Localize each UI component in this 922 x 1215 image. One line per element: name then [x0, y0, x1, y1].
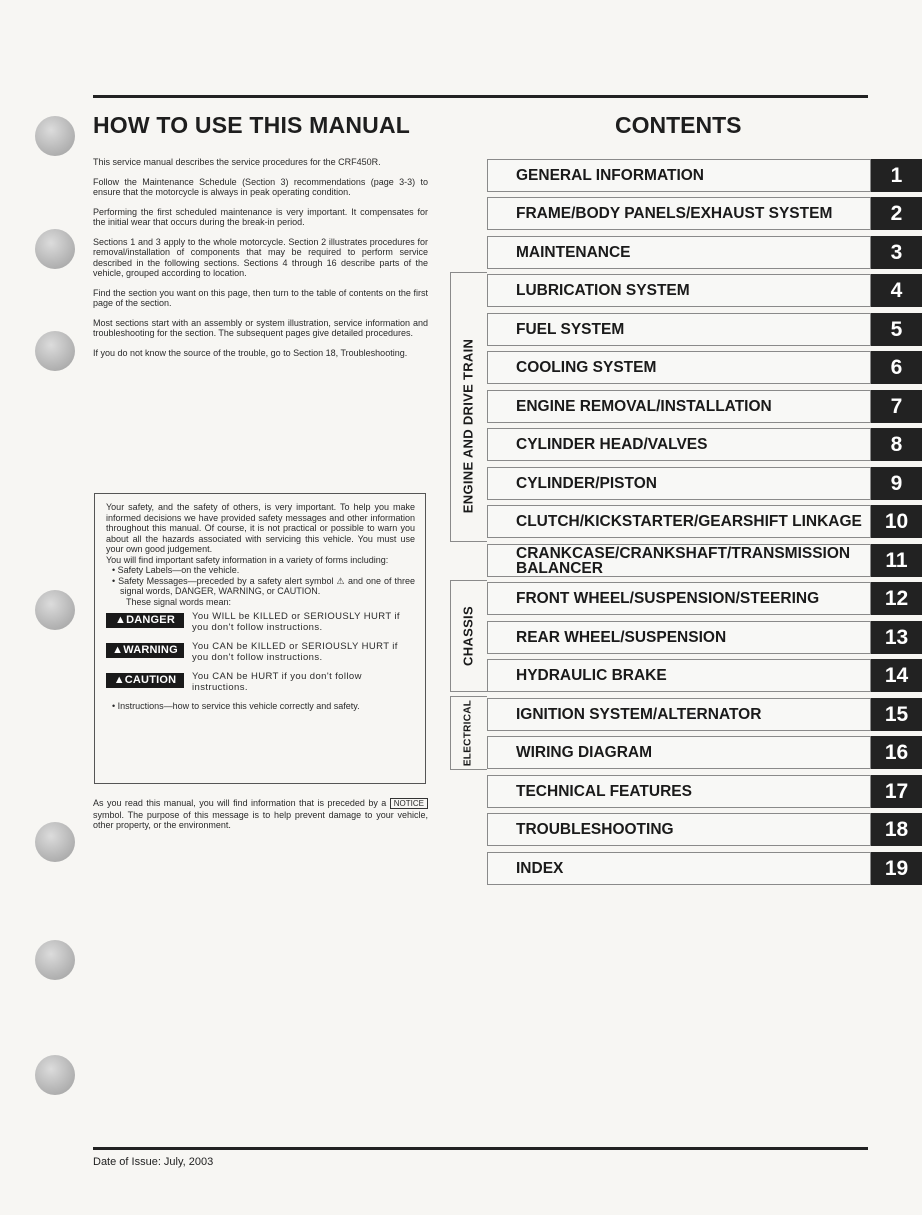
toc-label[interactable]: TROUBLESHOOTING	[487, 813, 871, 846]
binder-hole	[35, 940, 75, 980]
toc-label[interactable]: COOLING SYSTEM	[487, 351, 871, 384]
safety-bullet: • Safety Labels—on the vehicle.	[112, 565, 240, 575]
signal-text: You CAN be KILLED or SERIOUSLY HURT if you don't follow instructions.	[192, 641, 398, 663]
paragraph: Find the section you want on this page, then turn to the table of contents on the first page of the section.	[93, 287, 428, 308]
toc-row[interactable]	[487, 351, 922, 384]
toc-label[interactable]: MAINTENANCE	[487, 236, 871, 269]
toc-number-tab[interactable]: 11	[871, 544, 922, 577]
toc-row[interactable]	[487, 505, 922, 538]
top-rule	[93, 95, 868, 98]
toc-label[interactable]: INDEX	[487, 852, 871, 885]
notice-text-after: symbol. The purpose of this message is to help prevent damage to your vehicle, other property, or the environment.	[93, 809, 428, 830]
paragraph: Most sections start with an assembly or system illustration, service information and troubleshooting for the section. The subsequent pages give detailed procedures.	[93, 317, 428, 338]
intro-paragraphs	[93, 157, 428, 367]
toc-number-tab[interactable]: 3	[871, 236, 922, 269]
toc-row[interactable]	[487, 852, 922, 885]
safety-intro: Your safety, and the safety of others, is very important. To help you make informed decisions we have provided safety messages and other information throughout this manual. Of course, it is not practical or possible to warn you about all the hazards associated with servicing this vehicle. You must use your own good judgement.	[106, 502, 415, 554]
toc-row[interactable]	[487, 274, 922, 307]
safety-bullet: • Instructions—how to service this vehicle correctly and safety.	[112, 701, 360, 711]
toc-label[interactable]: TECHNICAL FEATURES	[487, 775, 871, 808]
toc-label[interactable]: LUBRICATION SYSTEM	[487, 274, 871, 307]
paragraph: Sections 1 and 3 apply to the whole motorcycle. Section 2 illustrates procedures for removal/installation of components that may be required to perform service described in the following sections. Sections 4 through 16 describe parts of the vehicle, grouped according to location.	[93, 236, 428, 278]
toc-row[interactable]	[487, 428, 922, 461]
toc-number-tab[interactable]: 16	[871, 736, 922, 769]
toc-number-tab[interactable]: 4	[871, 274, 922, 307]
toc-number-tab[interactable]: 2	[871, 197, 922, 230]
toc-row[interactable]	[487, 659, 922, 692]
safety-bullet: • Safety Messages—preceded by a safety alert symbol ⚠ and one of three signal words, DANGER, WARNING, or CAUTION.	[112, 575, 415, 596]
signal-intro: These signal words mean:	[126, 596, 232, 607]
toc-number-tab[interactable]: 7	[871, 390, 922, 423]
toc-number-tab[interactable]: 13	[871, 621, 922, 654]
toc-row[interactable]	[487, 775, 922, 808]
toc-label[interactable]: FUEL SYSTEM	[487, 313, 871, 346]
paragraph: This service manual describes the service procedures for the CRF450R.	[93, 157, 381, 167]
toc-row[interactable]	[487, 390, 922, 423]
toc-label[interactable]: HYDRAULIC BRAKE	[487, 659, 871, 692]
toc-number-tab[interactable]: 5	[871, 313, 922, 346]
issue-date: Date of Issue: July, 2003	[93, 1156, 214, 1168]
toc-label[interactable]: CLUTCH/KICKSTARTER/GEARSHIFT LINKAGE	[487, 505, 871, 538]
toc-label[interactable]: IGNITION SYSTEM/ALTERNATOR	[487, 698, 871, 731]
toc-row[interactable]	[487, 813, 922, 846]
binder-hole	[35, 331, 75, 371]
toc-row[interactable]	[487, 582, 922, 615]
manual-title: HOW TO USE THIS MANUAL	[93, 112, 411, 138]
toc-label[interactable]: REAR WHEEL/SUSPENSION	[487, 621, 871, 654]
signal-row-danger	[106, 611, 415, 633]
toc-row[interactable]	[487, 736, 922, 769]
toc-number-tab[interactable]: 6	[871, 351, 922, 384]
toc-number-tab[interactable]: 10	[871, 505, 922, 538]
toc-row[interactable]	[487, 159, 922, 192]
toc-label[interactable]: CYLINDER HEAD/VALVES	[487, 428, 871, 461]
binder-hole	[35, 116, 75, 156]
contents-title: CONTENTS	[615, 112, 742, 138]
toc-row[interactable]	[487, 467, 922, 500]
bottom-rule	[93, 1147, 868, 1150]
binder-hole	[35, 229, 75, 269]
paragraph: If you do not know the source of the trouble, go to Section 18, Troubleshooting.	[93, 347, 408, 358]
signal-text: You CAN be HURT if you don't follow instructions.	[192, 671, 362, 693]
toc-number-tab[interactable]: 19	[871, 852, 922, 885]
binder-hole	[35, 590, 75, 630]
toc-number-tab[interactable]: 17	[871, 775, 922, 808]
toc-label[interactable]: FRAME/BODY PANELS/EXHAUST SYSTEM	[487, 197, 871, 230]
notice-paragraph	[93, 798, 428, 831]
toc-label[interactable]: CYLINDER/PISTON	[487, 467, 871, 500]
toc-label[interactable]: FRONT WHEEL/SUSPENSION/STEERING	[487, 582, 871, 615]
toc-number-tab[interactable]: 8	[871, 428, 922, 461]
toc-row[interactable]	[487, 197, 922, 230]
binder-hole	[35, 822, 75, 862]
toc-number-tab[interactable]: 9	[871, 467, 922, 500]
toc-label[interactable]: WIRING DIAGRAM	[487, 736, 871, 769]
danger-badge: ▲DANGER	[106, 613, 184, 628]
warning-badge: ▲WARNING	[106, 643, 184, 658]
signal-row-warning	[106, 641, 415, 663]
notice-label: NOTICE	[390, 798, 428, 809]
toc-label[interactable]: GENERAL INFORMATION	[487, 159, 871, 192]
signal-row-caution	[106, 671, 415, 693]
binder-hole	[35, 1055, 75, 1095]
paragraph: Follow the Maintenance Schedule (Section 3) recommendations (page 3-3) to ensure that the motorcycle is always in peak operating condition.	[93, 176, 428, 197]
safety-info-line: You will find important safety information in a variety of forms including:	[106, 554, 389, 565]
electrical-group-label: ELECTRICAL	[462, 699, 474, 767]
toc-row[interactable]	[487, 236, 922, 269]
toc-number-tab[interactable]: 18	[871, 813, 922, 846]
safety-box	[94, 493, 426, 784]
toc-number-tab[interactable]: 14	[871, 659, 922, 692]
chassis-group-label: CHASSIS	[460, 606, 476, 666]
toc-label[interactable]: CRANKCASE/CRANKSHAFT/TRANSMISSION BALANCER	[487, 544, 871, 577]
toc-row[interactable]	[487, 698, 922, 731]
notice-text-before: As you read this manual, you will find information that is preceded by a	[93, 798, 387, 808]
toc-number-tab[interactable]: 1	[871, 159, 922, 192]
toc-row[interactable]	[487, 621, 922, 654]
paragraph: Performing the first scheduled maintenance is very important. It compensates for the initial wear that occurs during the break-in period.	[93, 206, 428, 227]
caution-badge: ▲CAUTION	[106, 673, 184, 688]
toc-number-tab[interactable]: 15	[871, 698, 922, 731]
signal-text: You WILL be KILLED or SERIOUSLY HURT if you don't follow instructions.	[192, 611, 400, 633]
toc-number-tab[interactable]: 12	[871, 582, 922, 615]
toc-label[interactable]: ENGINE REMOVAL/INSTALLATION	[487, 390, 871, 423]
toc-row[interactable]	[487, 544, 922, 577]
engine-group-label: ENGINE AND DRIVE TRAIN	[460, 338, 476, 514]
toc-row[interactable]	[487, 313, 922, 346]
